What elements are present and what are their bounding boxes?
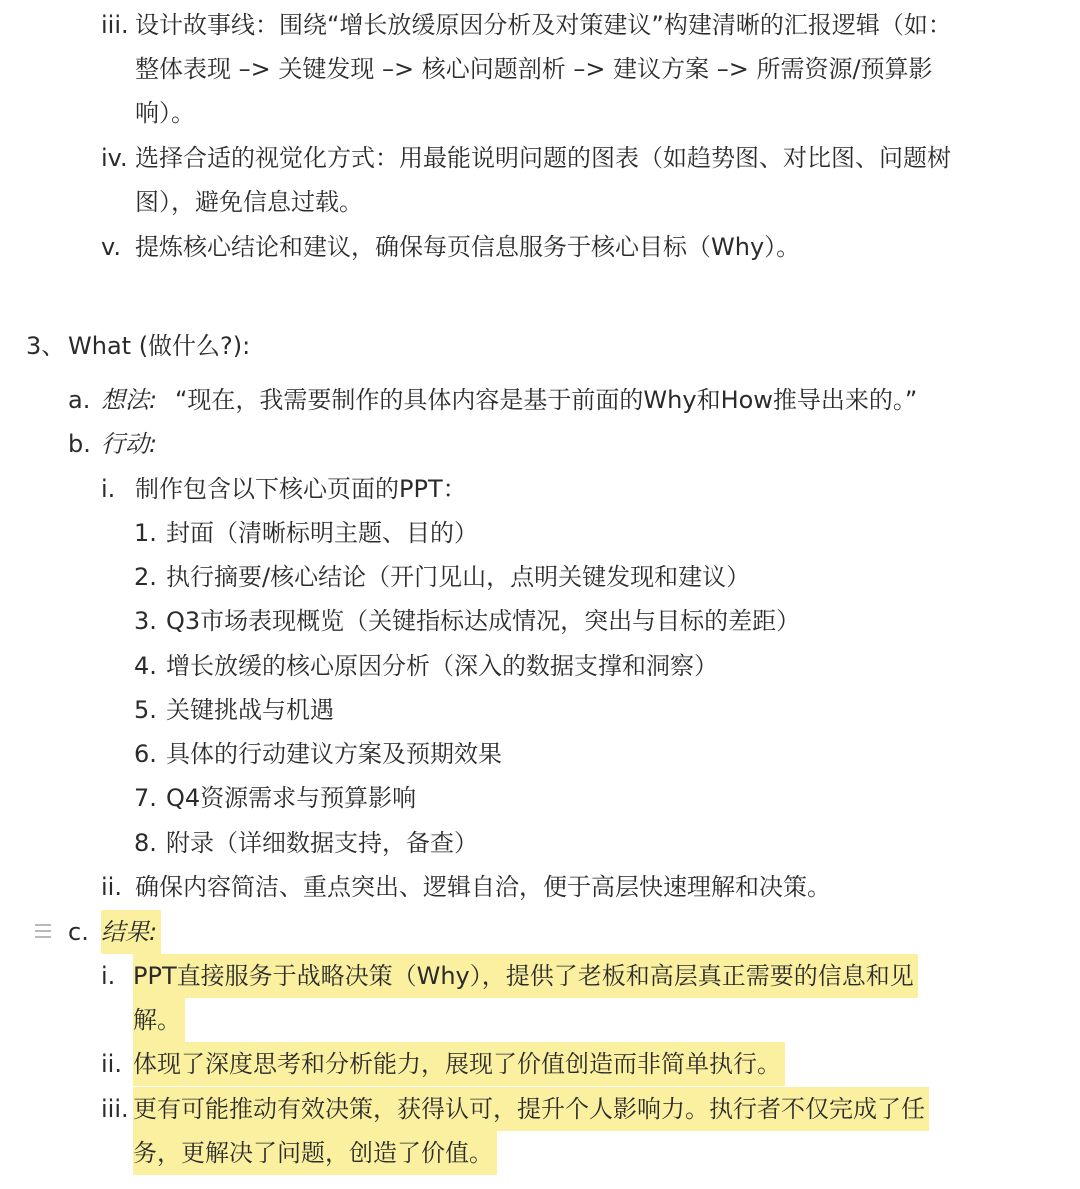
numbered-item-text: 封面（清晰标明主题、目的） — [166, 519, 478, 547]
list-marker: a. — [68, 386, 91, 414]
list-marker: i. — [101, 962, 116, 990]
list-item-text: 图），避免信息过载。 — [135, 188, 363, 216]
section-title: What (做什么?): — [68, 332, 251, 360]
list-marker: 4. — [134, 652, 157, 680]
item-label: 结果: — [101, 910, 161, 954]
list-item-text: 提炼核心结论和建议，确保每页信息服务于核心目标（Why）。 — [135, 233, 801, 261]
numbered-item — [0, 821, 1080, 865]
numbered-item-text: 执行摘要/核心结论（开门见山，点明关键发现和建议） — [166, 563, 751, 591]
highlighted-text: PPT直接服务于战略决策（Why），提供了老板和高层真正需要的信息和见 — [133, 954, 918, 998]
list-marker: ii. — [101, 1050, 122, 1078]
numbered-item-text: Q3市场表现概览（关键指标达成情况，突出与目标的差距） — [166, 607, 801, 635]
list-marker: iii. — [101, 1095, 129, 1123]
list-item-text: 响）。 — [135, 99, 195, 127]
list-marker: 5. — [134, 696, 157, 724]
list-item-idea — [0, 378, 1080, 422]
item-label: 想法: — [101, 386, 158, 414]
list-item — [0, 467, 1080, 511]
numbered-item — [0, 776, 1080, 820]
numbered-item — [0, 732, 1080, 776]
list-marker: 7. — [134, 784, 157, 812]
list-item — [0, 3, 1080, 47]
list-marker: iv. — [101, 144, 128, 172]
list-item — [0, 225, 1080, 269]
list-marker: i. — [101, 475, 116, 503]
list-item-text: 确保内容简洁、重点突出、逻辑自洽，便于高层快速理解和决策。 — [135, 873, 831, 901]
list-item — [0, 1042, 1080, 1086]
list-item-continuation — [0, 1131, 1080, 1175]
list-marker: 1. — [134, 519, 157, 547]
section-number: 3、 — [26, 332, 66, 360]
highlighted-text: 体现了深度思考和分析能力，展现了价值创造而非简单执行。 — [133, 1042, 785, 1086]
highlighted-text: 解。 — [133, 998, 185, 1042]
highlighted-text: 务，更解决了问题，创造了价值。 — [133, 1131, 497, 1175]
list-marker: ii. — [101, 873, 122, 901]
list-marker: c. — [68, 918, 89, 946]
numbered-item-text: 附录（详细数据支持，备查） — [166, 829, 478, 857]
numbered-item-text: 具体的行动建议方案及预期效果 — [166, 740, 502, 768]
list-marker: 8. — [134, 829, 157, 857]
list-marker: v. — [101, 233, 121, 261]
list-item-result — [0, 910, 1080, 954]
highlighted-text: 更有可能推动有效决策，获得认可，提升个人影响力。执行者不仅完成了任 — [133, 1087, 929, 1131]
list-item — [0, 865, 1080, 909]
list-marker: 6. — [134, 740, 157, 768]
list-item-text: 整体表现 –> 关键发现 –> 核心问题剖析 –> 建议方案 –> 所需资源/预算影 — [135, 55, 933, 83]
list-marker: 2. — [134, 563, 157, 591]
item-label: 行动: — [101, 430, 158, 458]
list-item — [0, 1087, 1080, 1131]
list-marker: iii. — [101, 11, 129, 39]
section-heading — [0, 324, 1080, 368]
list-item-continuation — [0, 180, 1080, 224]
list-item-text: 选择合适的视觉化方式：用最能说明问题的图表（如趋势图、对比图、问题树 — [135, 144, 951, 172]
list-item — [0, 954, 1080, 998]
numbered-item — [0, 688, 1080, 732]
list-item-text: 设计故事线：围绕“增长放缓原因分析及对策建议”构建清晰的汇报逻辑（如： — [135, 11, 952, 39]
list-item-continuation — [0, 998, 1080, 1042]
numbered-item — [0, 511, 1080, 555]
list-item-text: 制作包含以下核心页面的PPT： — [135, 475, 467, 503]
list-marker: b. — [68, 430, 91, 458]
numbered-item-text: 关键挑战与机遇 — [166, 696, 334, 724]
list-item-continuation — [0, 91, 1080, 135]
drag-handle-icon[interactable] — [35, 924, 51, 938]
numbered-item — [0, 599, 1080, 643]
numbered-item — [0, 555, 1080, 599]
list-item-action — [0, 422, 1080, 466]
list-item — [0, 136, 1080, 180]
numbered-item — [0, 644, 1080, 688]
idea-text: “现在，我需要制作的具体内容是基于前面的Why和How推导出来的。” — [175, 386, 918, 414]
numbered-item-text: 增长放缓的核心原因分析（深入的数据支撑和洞察） — [166, 652, 718, 680]
list-item-continuation — [0, 47, 1080, 91]
list-marker: 3. — [134, 607, 157, 635]
numbered-item-text: Q4资源需求与预算影响 — [166, 784, 417, 812]
